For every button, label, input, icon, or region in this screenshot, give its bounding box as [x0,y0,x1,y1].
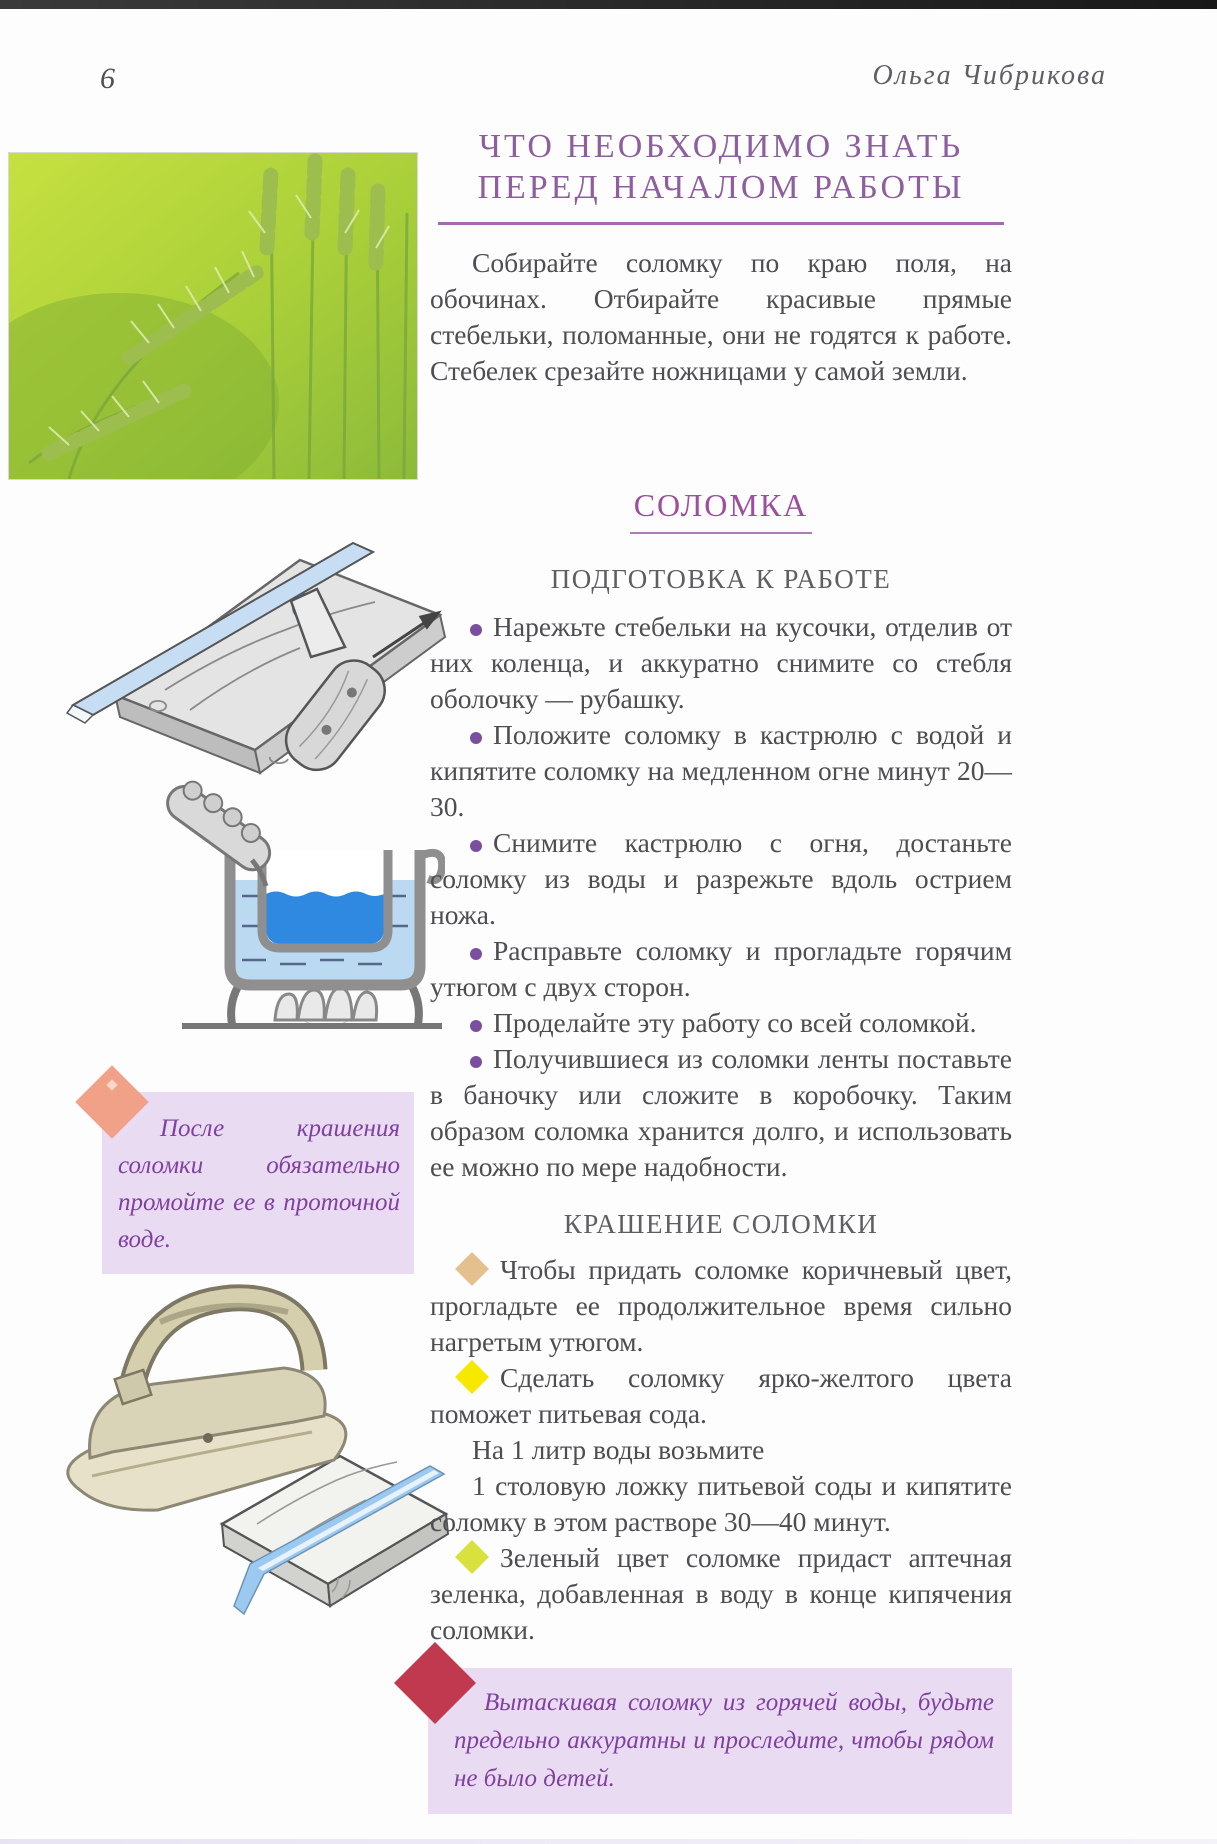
bullet-dot-icon [470,624,482,636]
list-item: Получившиеся из соломки ленты поставьте в баночку или сложите в коробочку. Таким образом соломка хранится долго, и использовать ее можно по мере надобности. [430,1043,1012,1182]
wheat-photo [8,152,418,480]
author-name: Ольга Чибрикова [872,60,1107,91]
list-item: Снимите кастрюлю с огня, достаньте соломку из воды и разрежьте вдоль острием ножа. [430,827,1012,930]
bullet-dot-icon [470,840,482,852]
list-item: Расправьте соломку и прогладьте горячим утюгом с двух сторон. [430,935,1012,1002]
boiling-pot-illustration [70,768,445,1060]
page-number: 6 [100,62,115,95]
list-item: На 1 литр воды возьмите [472,1434,765,1465]
bullet-dot-icon [470,1020,482,1032]
bullet-dot-icon [470,732,482,744]
list-item: Проделайте эту работу со всей соломкой. [430,1005,1012,1041]
bullet-dot-icon [470,1056,482,1068]
list-item: Положите соломку в кастрюлю с водой и кипятите соломку на медленном огне минут 20—30. [430,719,1012,822]
title-line-1: ЧТО НЕОБХОДИМО ЗНАТЬ [478,128,964,165]
list-item: Зеленый цвет соломке придаст аптечная зеленка, добавленная в воду в конце кипячения соломки. [430,1542,1012,1645]
yellow-diamond-icon [455,1360,489,1394]
list-item: 1 столовую ложку питьевой соды и кипятите соломку в этом растворе 30—40 минут. [430,1470,1012,1537]
main-text-column [430,126,1012,1648]
bottom-note [428,1668,1012,1814]
scan-edge-top [0,0,1217,9]
side-note-text: После крашения соломки обязательно промойте ее в проточной воде. [118,1115,400,1253]
title-underline [438,222,1004,225]
bottom-note-text: Вытаскивая соломку из горячей воды, будьте предельно аккуратны и проследите, чтобы рядом не было детей. [454,1689,994,1792]
lime-diamond-icon [455,1540,489,1574]
section-heading-solomka: СОЛОМКА [430,487,1012,534]
preparation-list [430,609,1012,1185]
intro-paragraph: Собирайте соломку по краю поля, на обочинах. Отбирайте красивые прямые стебельки, поломанные, они не годятся к работе. Стебелек срезайте ножницами у самой земли. [430,247,1012,386]
iron-illustration [32,1262,452,1618]
bullet-dot-icon [470,948,482,960]
straw-splitting-illustration [55,505,455,805]
subheading-coloring: КРАШЕНИЕ СОЛОМКИ [563,1209,879,1239]
tan-diamond-icon [455,1252,489,1286]
side-note [102,1092,414,1274]
list-item: Нарежьте стебельки на кусочки, отделив от них коленца, и аккуратно снимите со стебля оболочку — рубашку. [430,611,1012,714]
list-item: Сделать соломку ярко-желтого цвета поможет питьевая сода. [430,1362,1012,1429]
list-item: Чтобы придать соломке коричневый цвет, прогладьте ее продолжительное время сильно нагретым утюгом. [430,1254,1012,1357]
page-title [430,126,1012,208]
subheading-preparation: ПОДГОТОВКА К РАБОТЕ [550,564,892,594]
coloring-list [430,1252,1012,1648]
scan-edge-bottom [0,1839,1217,1844]
title-line-2: ПЕРЕД НАЧАЛОМ РАБОТЫ [477,169,965,206]
